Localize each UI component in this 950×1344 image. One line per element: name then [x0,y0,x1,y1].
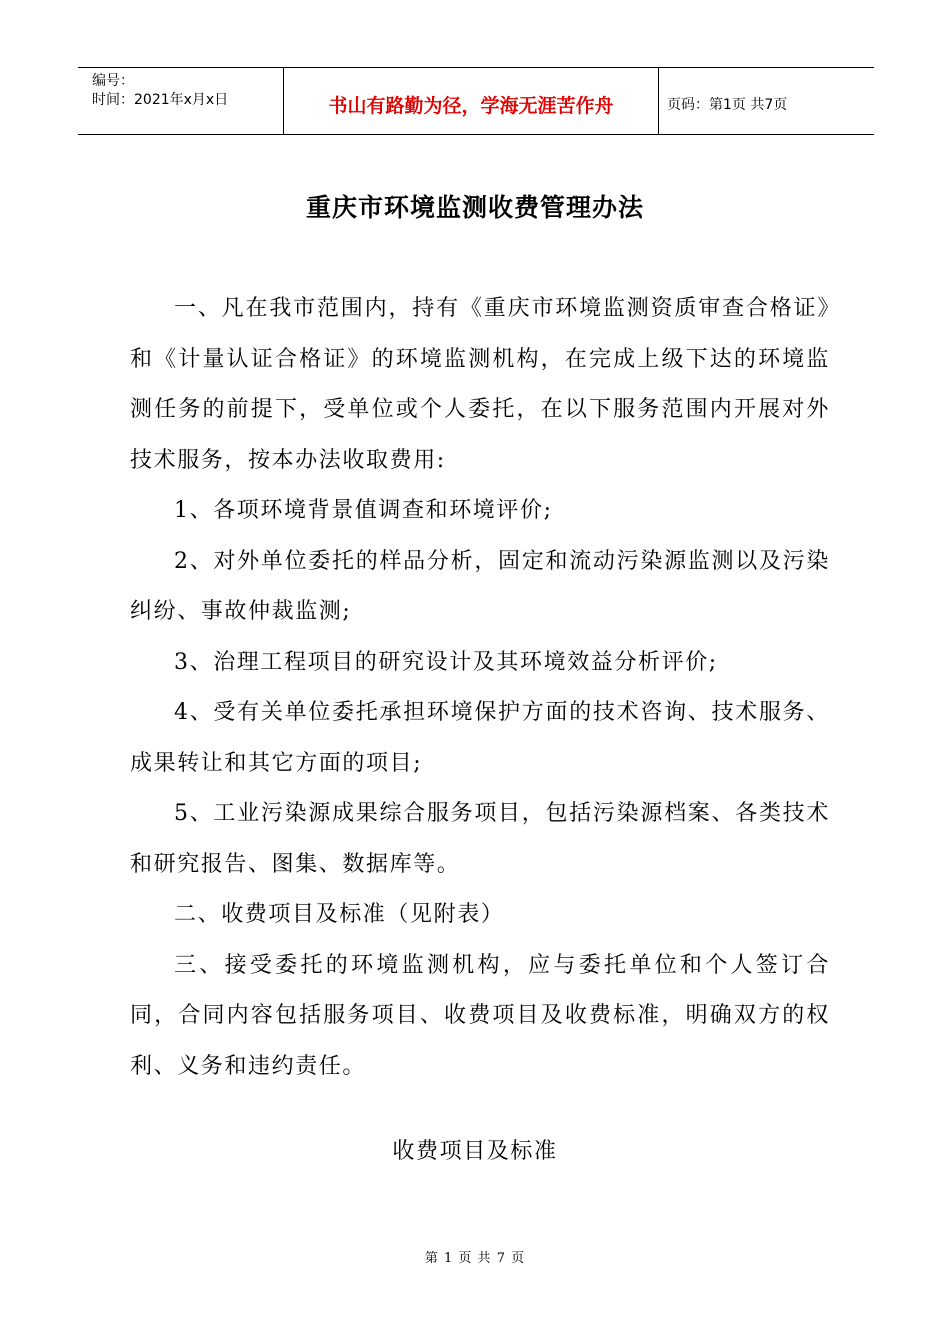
paragraph: 5、工业污染源成果综合服务项目，包括污染源档案、各类技术和研究报告、图集、数据库等。 [130,801,830,877]
document-body [130,284,830,1092]
paragraph: 3、治理工程项目的研究设计及其环境效益分析评价; [174,649,718,675]
paragraph: 1、各项环境背景值调查和环境评价; [174,498,553,523]
header-motto: 书山有路勤为径，学海无涯苦作舟 [284,68,659,134]
header-meta [78,68,284,134]
paragraph: 三、接受委托的环境监测机构，应与委托单位和个人签订合同，合同内容包括服务项目、收费项目及收费标准，明确双方的权利、义务和违约责任。 [130,952,830,1079]
document-number-label: 编号： [92,73,134,89]
document-date: 时间：2021年x月x日 [92,92,229,108]
document-header [78,67,874,135]
paragraph: 二、收费项目及标准（见附表） [174,902,505,927]
document-title: 重庆市环境监测收费管理办法 [305,193,644,222]
section-subtitle: 收费项目及标准 [392,1139,558,1164]
page-footer: 第 1 页 共 7 页 [424,1251,526,1266]
paragraph: 一、凡在我市范围内，持有《重庆市环境监测资质审查合格证》和《计量认证合格证》的环境监测机构，在完成上级下达的环境监测任务的前提下，受单位或个人委托，在以下服务范围内开展对外技术服务，按本办法收取费用: [130,296,830,473]
header-page-info: 页码：第1页 共7页 [667,97,788,113]
paragraph: 2、对外单位委托的样品分析，固定和流动污染源监测以及污染纠纷、事故仲裁监测; [130,548,830,624]
paragraph: 4、受有关单位委托承担环境保护方面的技术咨询、技术服务、成果转让和其它方面的项目; [130,700,830,776]
